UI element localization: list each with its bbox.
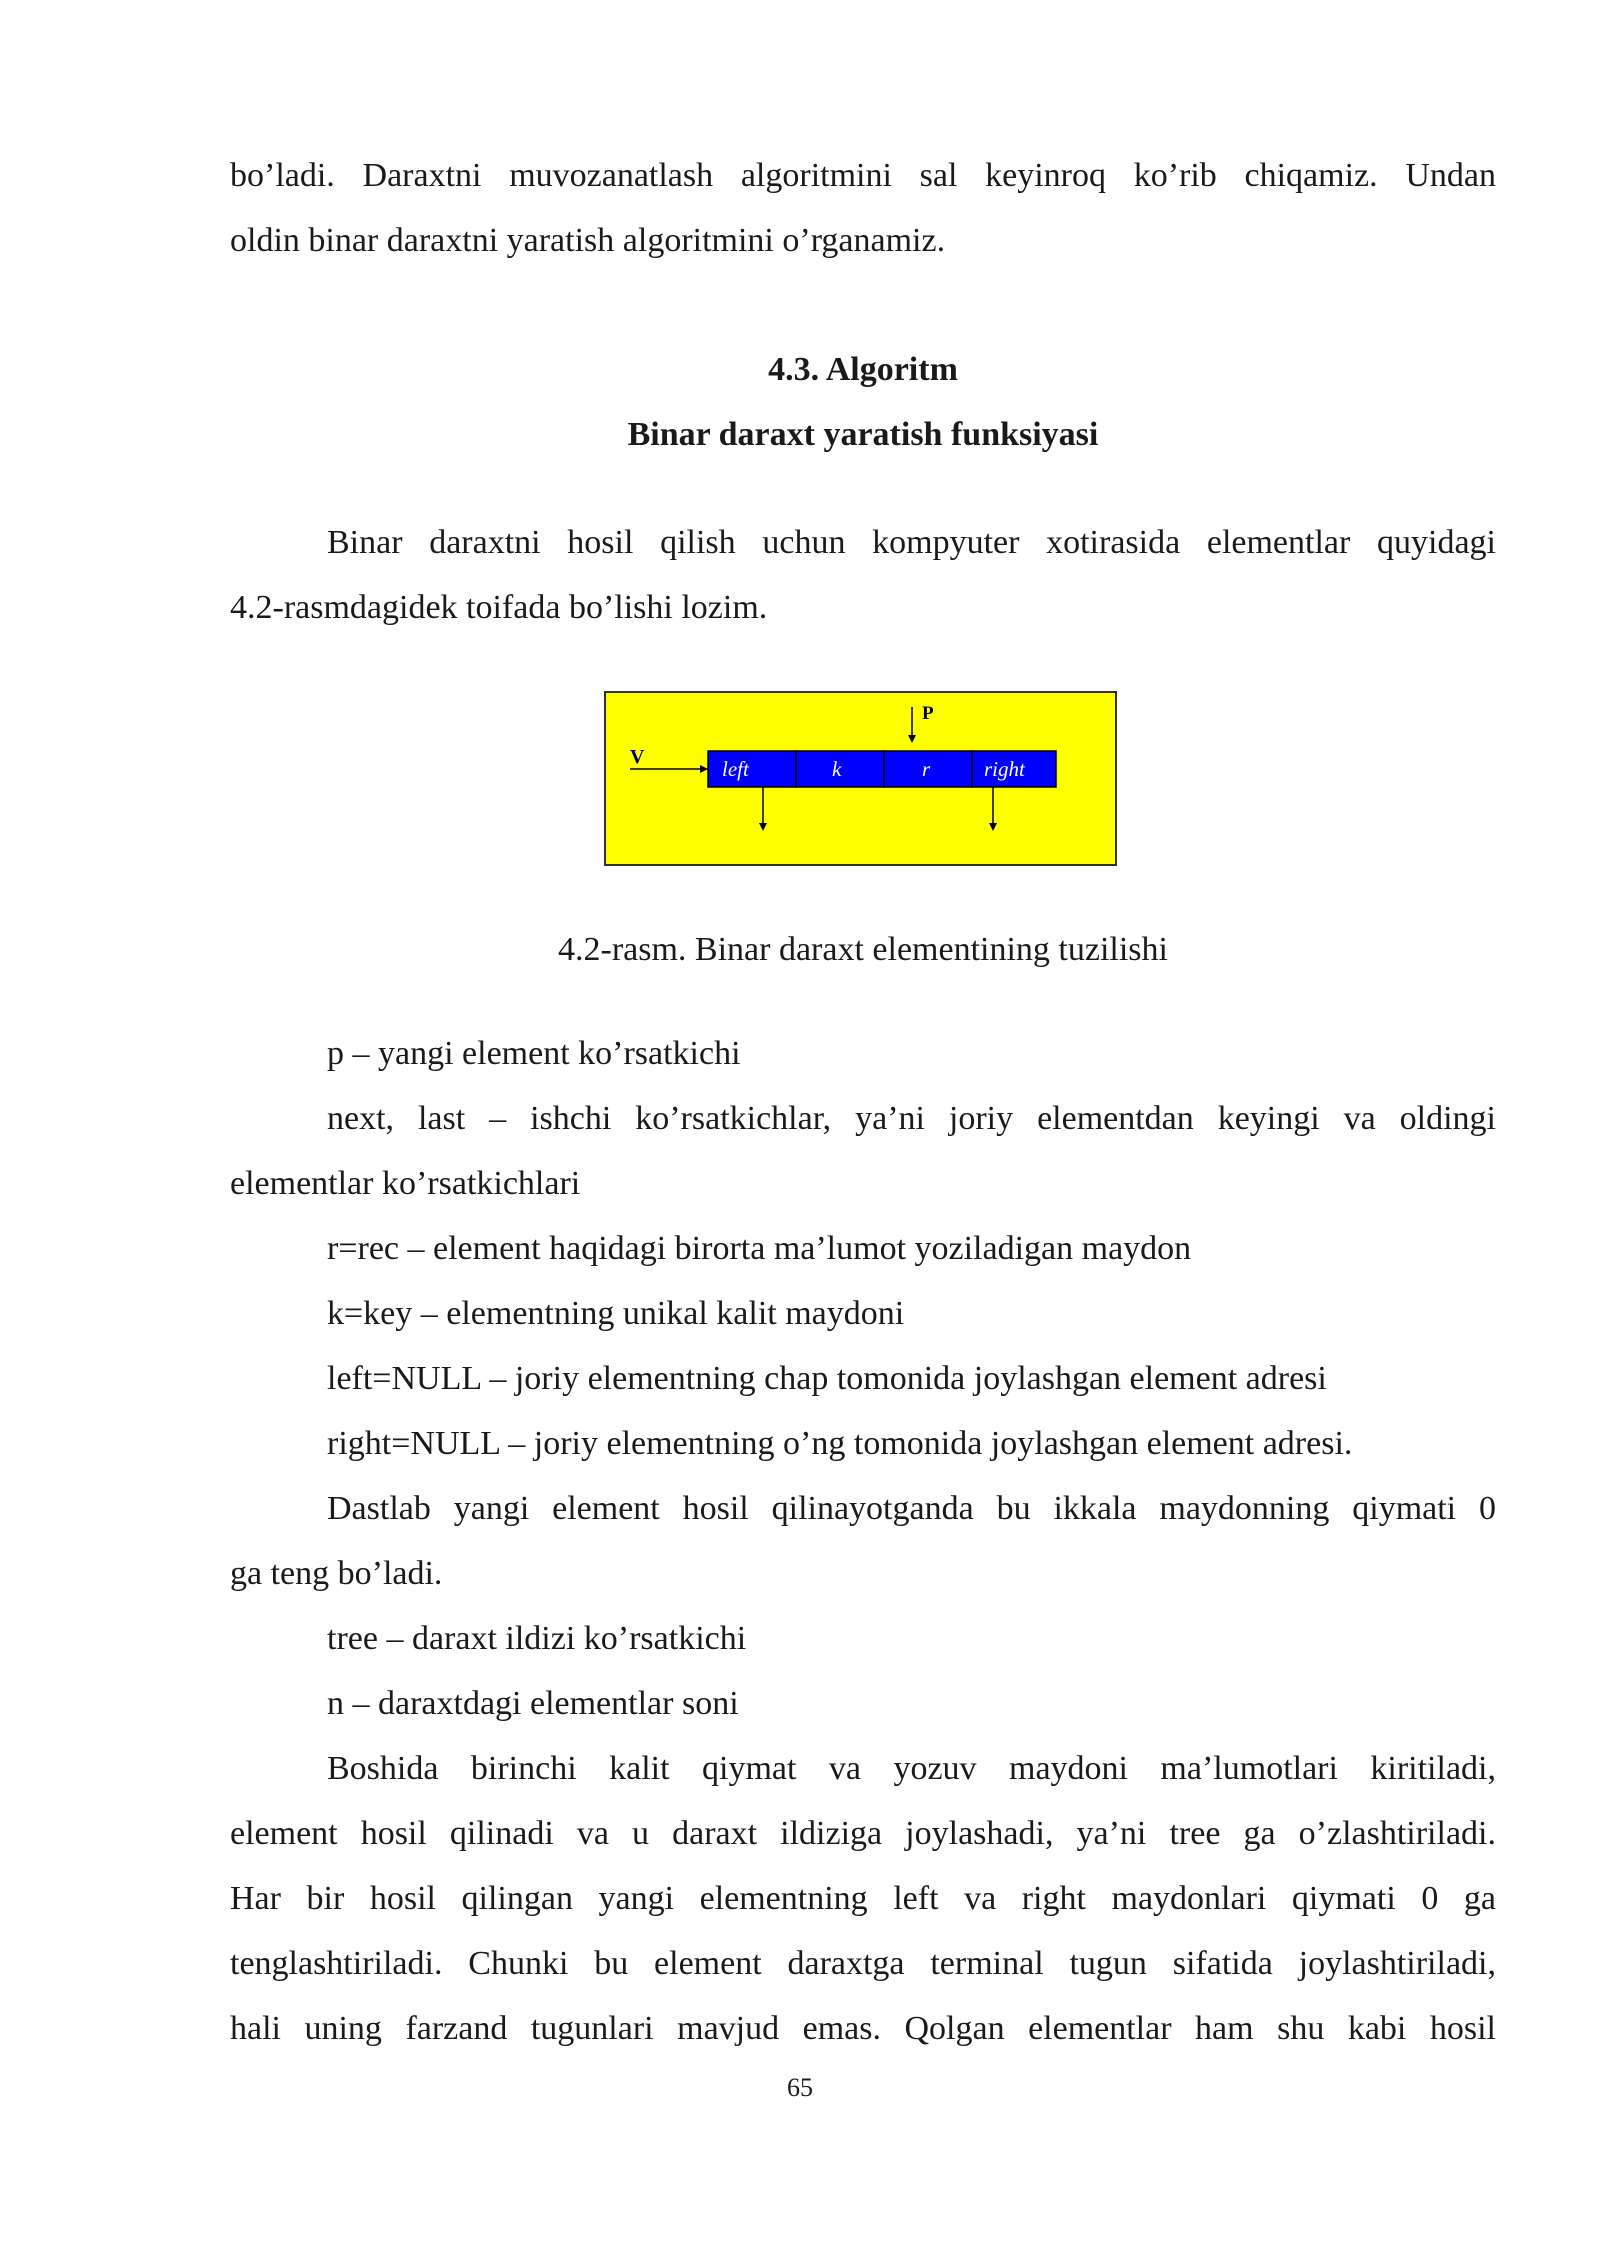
paragraph-creation bbox=[230, 1736, 1496, 2061]
paragraph-structure bbox=[230, 510, 1496, 640]
cell-k-label: k bbox=[832, 757, 842, 781]
figure-caption: 4.2-rasm. Binar daraxt elementining tuzilishi bbox=[558, 931, 1168, 968]
cell-r-label: r bbox=[922, 757, 931, 781]
paragraph-line: hali uning farzand tugunlari mavjud emas. Qolgan elementlar ham shu kabi hosil bbox=[230, 2010, 1496, 2047]
paragraph-line: oldin binar daraxtni yaratish algoritmini o’rganamiz. bbox=[230, 222, 946, 259]
section-number: 4.3. Algoritm bbox=[768, 351, 958, 388]
definition-initial bbox=[230, 1476, 1496, 1606]
definition-n: n – daraxtdagi elementlar soni bbox=[327, 1685, 739, 1722]
section-title: Binar daraxt yaratish funksiyasi bbox=[627, 416, 1099, 453]
page-number: 65 bbox=[787, 2073, 813, 2102]
binary-tree-element-figure bbox=[604, 691, 1117, 866]
definition-p: p – yangi element ko’rsatkichi bbox=[327, 1035, 741, 1072]
pointer-p-label: P bbox=[922, 703, 934, 724]
definition-right: right=NULL – joriy elementning o’ng tomonida joylashgan element adresi. bbox=[327, 1425, 1353, 1462]
cell-left-label: left bbox=[722, 757, 749, 781]
definition-rec: r=rec – element haqidagi birorta ma’lumot yoziladigan maydon bbox=[327, 1230, 1192, 1267]
definition-key: k=key – elementning unikal kalit maydoni bbox=[327, 1295, 905, 1332]
paragraph-line: ga teng bo’ladi. bbox=[230, 1555, 443, 1592]
definition-tree: tree – daraxt ildizi ko’rsatkichi bbox=[327, 1620, 747, 1657]
paragraph-line: Binar daraxtni hosil qilish uchun kompyuter xotirasida elementlar quyidagi bbox=[327, 524, 1496, 561]
paragraph-line: tenglashtiriladi. Chunki bu element daraxtga terminal tugun sifatida joylashtiriladi, bbox=[230, 1945, 1496, 1982]
paragraph-line: Har bir hosil qilingan yangi elementning left va right maydonlari qiymati 0 ga bbox=[230, 1880, 1496, 1917]
paragraph-line: Boshida birinchi kalit qiymat va yozuv maydoni ma’lumotlari kiritiladi, bbox=[327, 1750, 1496, 1787]
paragraph-line: element hosil qilinadi va u daraxt ildiziga joylashadi, ya’ni tree ga o’zlashtiriladi. bbox=[230, 1815, 1496, 1852]
paragraph-line: Dastlab yangi element hosil qilinayotganda bu ikkala maydonning qiymati 0 bbox=[327, 1490, 1496, 1527]
paragraph-line: next, last – ishchi ko’rsatkichlar, ya’ni joriy elementdan keyingi va oldingi bbox=[327, 1100, 1496, 1137]
paragraph-line: elementlar ko’rsatkichlari bbox=[230, 1165, 581, 1202]
definition-next-last bbox=[230, 1086, 1496, 1216]
pointer-v-label: V bbox=[630, 746, 645, 768]
paragraph-intro bbox=[230, 143, 1496, 273]
cell-right-label: right bbox=[984, 757, 1025, 781]
definition-left: left=NULL – joriy elementning chap tomonida joylashgan element adresi bbox=[327, 1360, 1327, 1397]
paragraph-line: 4.2-rasmdagidek toifada bo’lishi lozim. bbox=[230, 589, 768, 626]
paragraph-line: bo’ladi. Daraxtni muvozanatlash algoritmini sal keyinroq ko’rib chiqamiz. Undan bbox=[230, 157, 1496, 194]
